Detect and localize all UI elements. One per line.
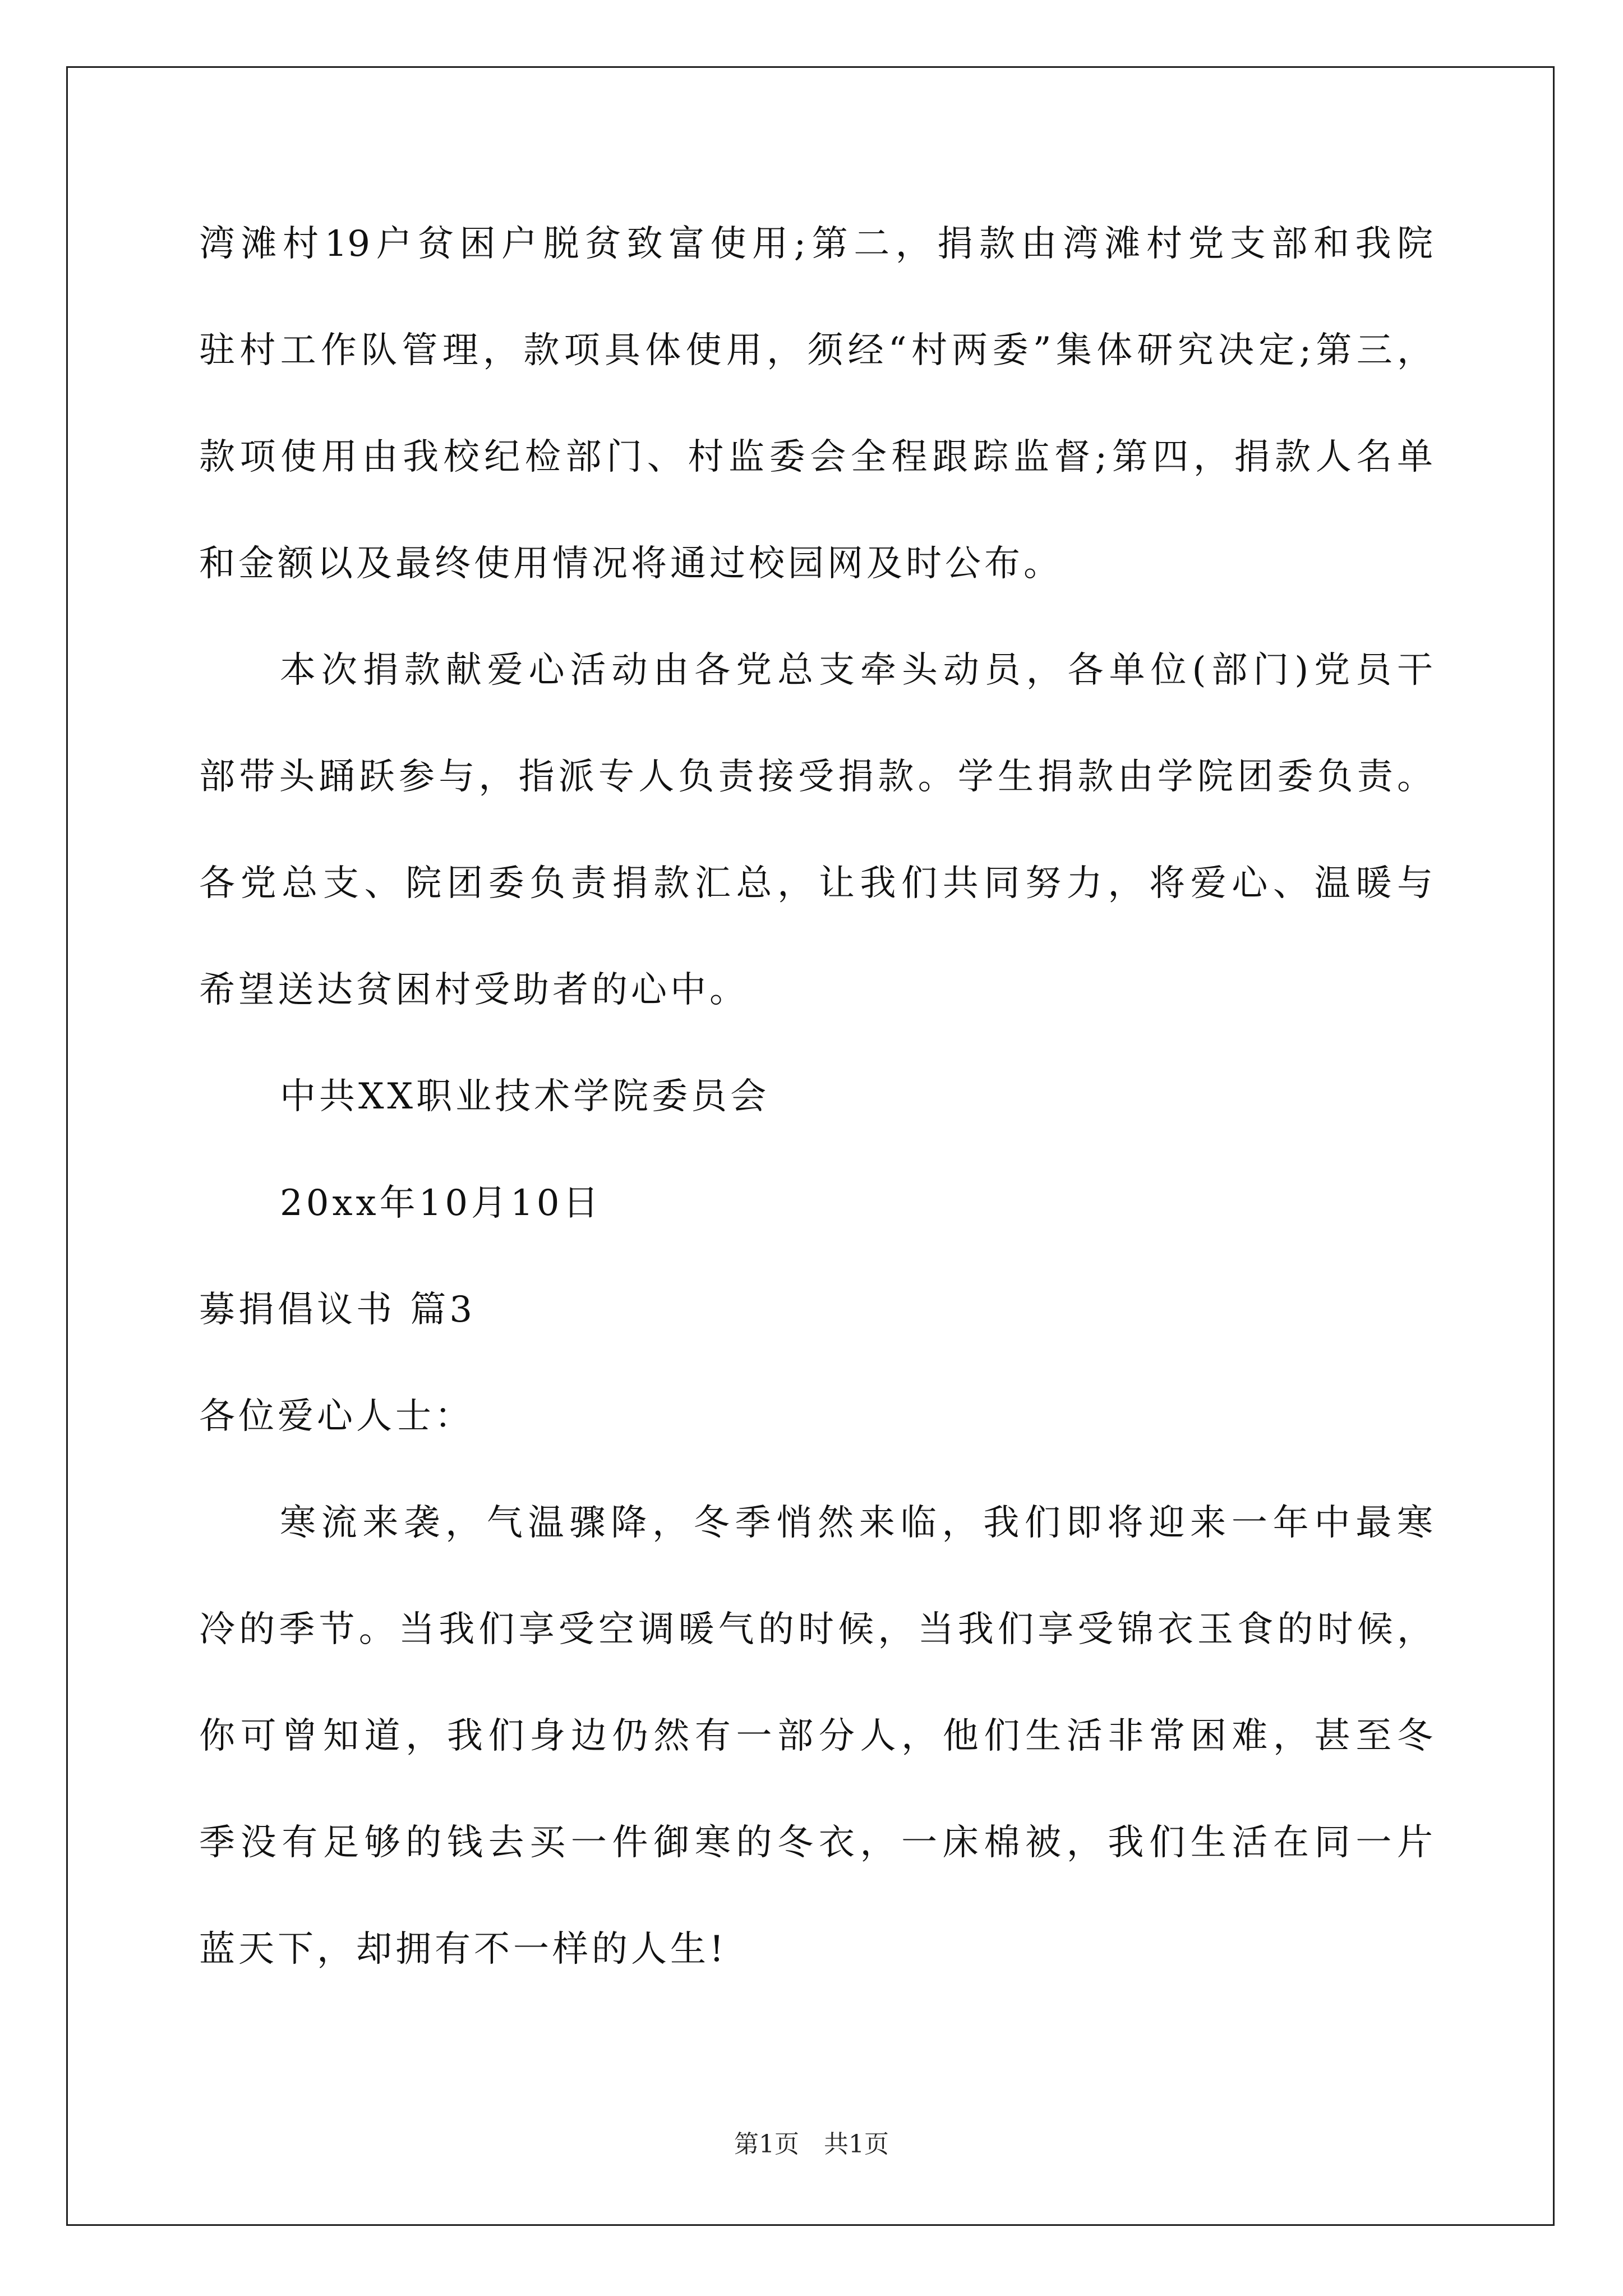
section-heading: 募捐倡议书 篇3 <box>199 1289 476 1331</box>
page-border <box>66 66 1555 2226</box>
paragraph-line: 各党总支、院团委负责捐款汇总，让我们共同努力，将爱心、温暖与 <box>199 863 1433 904</box>
salutation: 各位爱心人士： <box>199 1396 474 1437</box>
paragraph-line: 冷的季节。当我们享受空调暖气的时候，当我们享受锦衣玉食的时候， <box>199 1609 1433 1650</box>
paragraph-line: 寒流来袭，气温骤降，冬季悄然来临，我们即将迎来一年中最寒 <box>280 1502 1433 1544</box>
paragraph-line: 本次捐款献爱心活动由各党总支牵头动员，各单位(部门)党员干 <box>280 650 1433 691</box>
paragraph-line: 蓝天下，却拥有不一样的人生! <box>199 1929 727 1970</box>
paragraph-line: 款项使用由我校纪检部门、村监委会全程跟踪监督;第四，捐款人名单 <box>199 436 1433 478</box>
paragraph-line: 希望送达贫困村受助者的心中。 <box>199 969 749 1011</box>
signature-organization: 中共XX职业技术学院委员会 <box>280 1076 770 1117</box>
paragraph-line: 季没有足够的钱去买一件御寒的冬衣，一床棉被，我们生活在同一片 <box>199 1822 1433 1864</box>
page-number-footer: 第1页 共1页 <box>734 2130 889 2159</box>
paragraph-line: 湾滩村19户贫困户脱贫致富使用;第二，捐款由湾滩村党支部和我院 <box>199 223 1433 265</box>
signature-date: 20xx年10月10日 <box>280 1182 602 1224</box>
paragraph-line: 和金额以及最终使用情况将通过校园网及时公布。 <box>199 543 1063 585</box>
paragraph-line: 你可曾知道，我们身边仍然有一部分人，他们生活非常困难，甚至冬 <box>199 1715 1433 1757</box>
paragraph-line: 部带头踊跃参与，指派专人负责接受捐款。学生捐款由学院团委负责。 <box>199 756 1433 798</box>
paragraph-line: 驻村工作队管理，款项具体使用，须经“村两委”集体研究决定;第三， <box>199 330 1433 371</box>
